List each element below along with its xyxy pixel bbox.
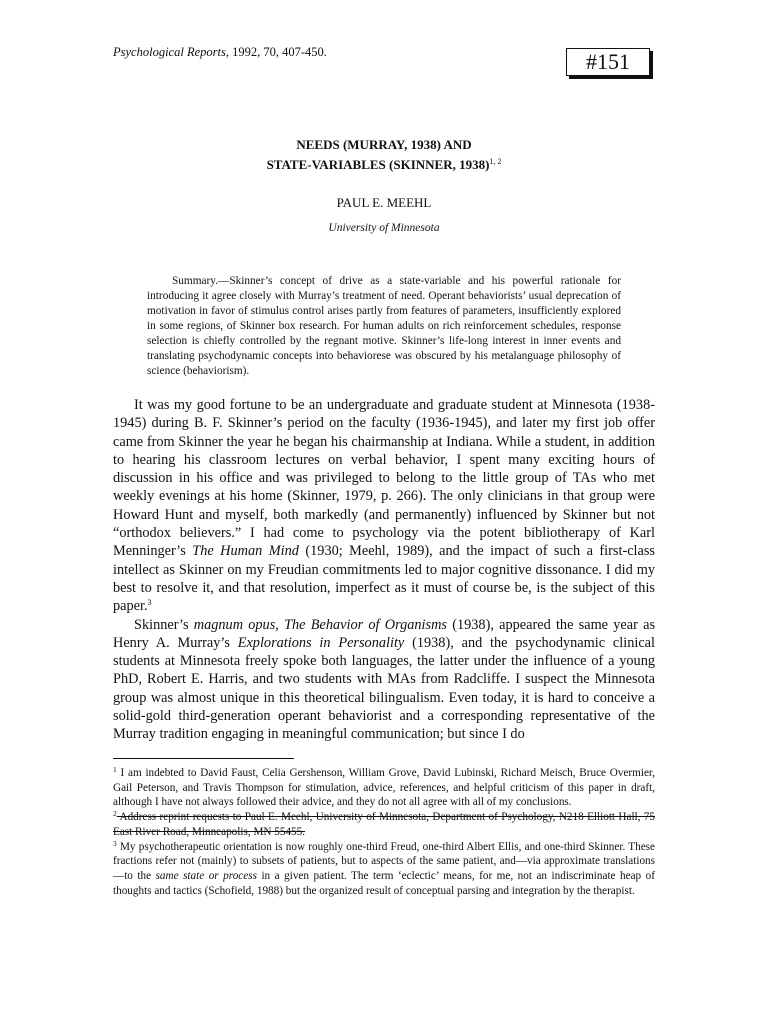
book-title-explorations-in-personality: Explorations in Personality	[237, 634, 405, 651]
footnote-3-text-b: in a given patient. The term ‘eclectic’ means, for me, not an indiscriminate heap of thoughts and tactics (Schofield, 1988) but the organized result of conceptual parsing and integration by the therapist.	[113, 869, 655, 897]
footnote-1-number: 1	[113, 765, 117, 774]
footnote-2-number: 2	[113, 809, 117, 819]
abstract-summary: Summary.—Skinner’s concept of drive as a state-variable and his powerful rationale for introducing it agree closely with Murray’s treatment of need. Operant behaviorists’ usual deprecation of motivation in favor of stimulus control arises partly from features of parameters, insufficiently explored in some regions, of Skinner box research. For human adults on rich reinforcement schedules, response selection is chiefly controlled by the regnant motive. Skinner’s life-long interest in inner events and translating psychodynamic concepts into behaviorese was obscured by his metalanguage philosophy of science (behaviorism).	[147, 275, 621, 377]
paragraph-2-text-d: (1938), and the psychodynamic clinical students at Minnesota freely spoke both languages, the latter under the influence of a young PhD, Robert E. Harris, and two students with MAs from Radcliffe. I suspect the Minnesota group was almost unique in this theoretical bilingualism. Even today, it is hard to conceive a solid-gold third-generation operant behaviorist and a corresponding representative of the Murray tradition engaging in meaningful communication; but since I do	[113, 634, 655, 743]
footnote-1-text: I am indebted to David Faust, Celia Gershenson, William Grove, David Lubinski, Richard Meisch, Bruce Overmier, Gail Peterson, and Travis Thompson for stimulation, advice, references, and helpful criticism of this paper in draft, although I have not always followed their advice, and they do not all agree with all of my conclusions.	[113, 767, 655, 809]
title-line-2	[0, 153, 768, 173]
paragraph-2-text-a: Skinner’s	[134, 616, 194, 633]
citation-details: , 1992, 70, 407-450.	[225, 45, 327, 59]
document-number-badge: #151	[566, 48, 650, 76]
footnote-3	[113, 840, 655, 899]
paragraph-1	[113, 396, 655, 616]
book-title-human-mind: The Human Mind	[192, 543, 299, 560]
journal-name: Psychological Reports	[113, 45, 226, 59]
footnote-3-text-a: My psychotherapeutic orientation is now roughly one-third Freud, one-third Albert Ellis, and one-third Skinner. These fractions refer not (mainly) to subsets of patients, but to aspects of the same patient, and—via approximate translations—to the	[113, 840, 655, 882]
paper-title	[0, 136, 768, 173]
title-line-2-text: STATE-VARIABLES (SKINNER, 1938)	[266, 157, 490, 172]
footnote-2-text: Address reprint requests to Paul E. Meehl, University of Minnesota, Department of Psychology, N218 Elliott Hall, 75 East River Road, Minneapolis, MN 55455.	[113, 811, 655, 838]
author-affiliation: University of Minnesota	[328, 222, 440, 234]
footnote-ref-3[interactable]: 3	[147, 598, 152, 608]
title-footnote-refs[interactable]: 1, 2	[489, 157, 502, 166]
footnote-divider	[113, 758, 294, 759]
footnotes	[113, 766, 655, 898]
paragraph-2	[113, 616, 655, 744]
title-line-1: NEEDS (MURRAY, 1938) AND	[296, 137, 472, 152]
magnum-opus-phrase: magnum opus	[193, 616, 276, 633]
footnote-2	[113, 810, 655, 839]
footnote-1	[113, 766, 655, 810]
footnote-3-number: 3	[113, 838, 117, 848]
book-title-behavior-of-organisms: The Behavior of Organisms	[284, 616, 447, 633]
paragraph-2-text-c: (1938), appeared the same year as Henry A. Murray’s	[113, 616, 656, 651]
body-text	[113, 396, 655, 744]
journal-citation	[113, 44, 327, 60]
paragraph-1-text-a: It was my good fortune to be an undergraduate and graduate student at Minnesota (1938-1945) during B. F. Skinner’s period on the faculty (1936-1945), and later my first job offer came from Skinner the year he began his chairmanship at Indiana. While a student, in addition to hearing his classroom lectures on verbal behavior, I spent many exciting hours of discussion in his office and was privileged to belong to the little group of TAs who met weekly evenings at his home (Skinner, 1979, p. 266). The only clinicians in that group were Howard Hunt and myself, both markedly (and permanently) influenced by Skinner but not “orthodox believers.” I had come to psychology via the potent bibliotherapy of Karl Menninger’s	[113, 397, 655, 560]
paragraph-2-text-b: ,	[275, 616, 285, 633]
author-name: PAUL E. MEEHL	[336, 195, 432, 210]
footnote-3-emphasis: same state or process	[155, 869, 257, 882]
paragraph-1-text-b: (1930; Meehl, 1989), and the impact of such a first-class intellect as Skinner on my Freudian commitments led to major cognitive dissonance. I did my best to resolve it, and that resolution, imperfect as it must of course be, is the subject of this paper.	[113, 543, 655, 615]
